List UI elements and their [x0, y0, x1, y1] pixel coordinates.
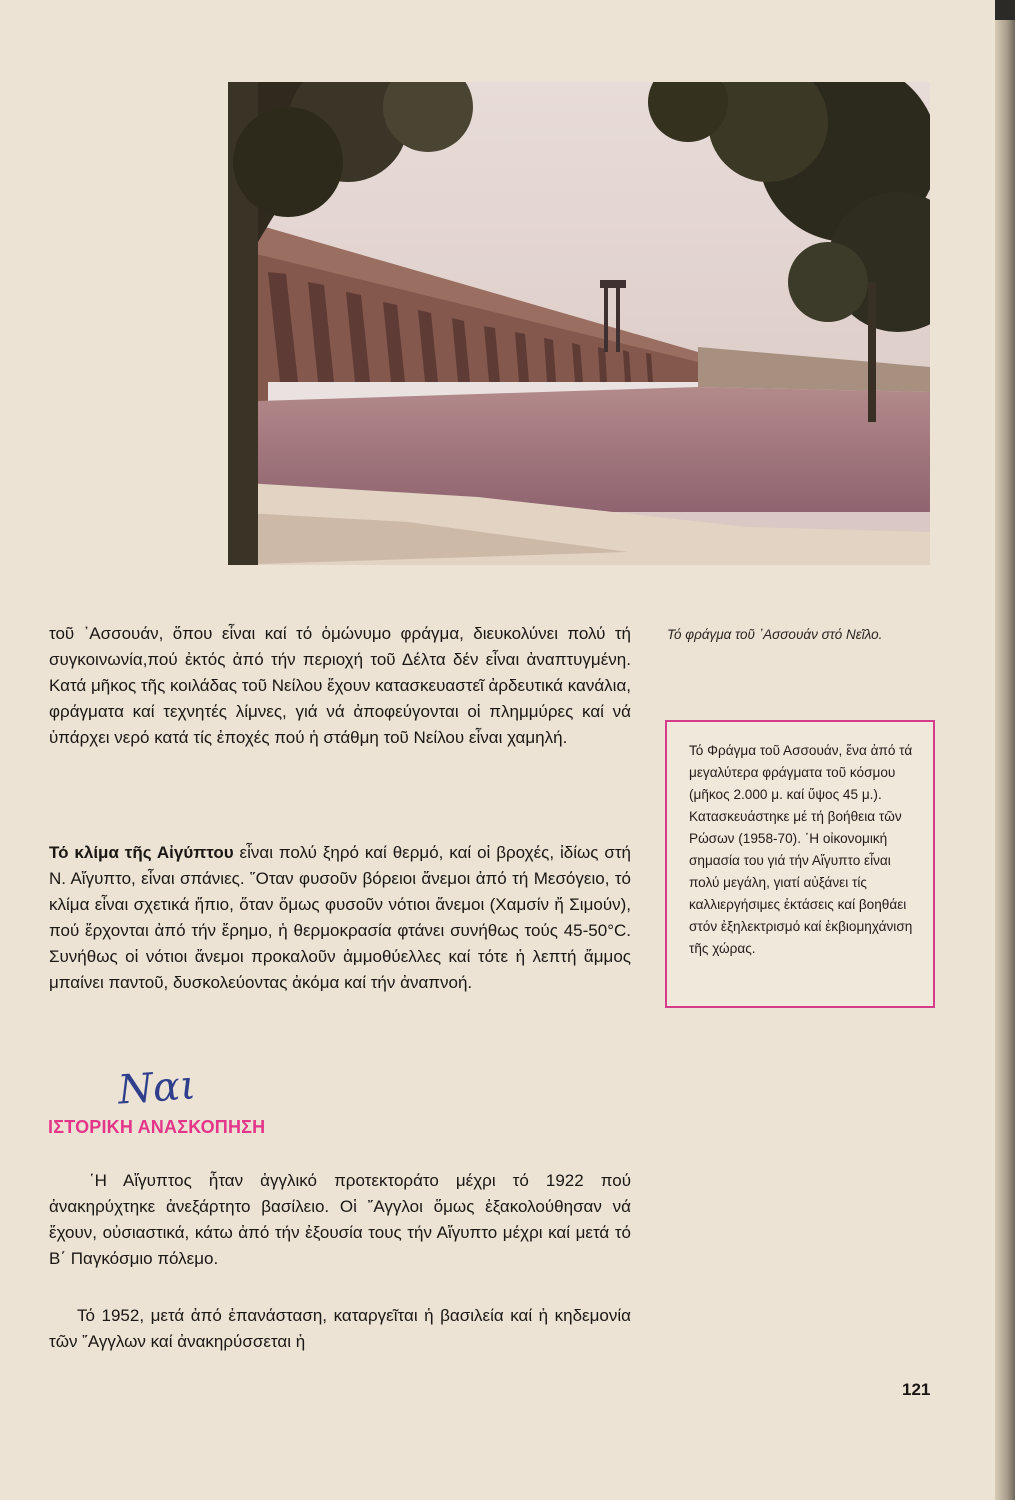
page-number: 121: [902, 1380, 931, 1399]
aswan-dam-photo: [228, 82, 930, 565]
climate-lead: Τό κλίμα τῆς Αἰγύπτου: [49, 843, 234, 862]
paragraph-climate: [49, 840, 631, 996]
page-edge: [995, 0, 1015, 1500]
photo-caption: Τό φράγμα τοῦ ᾽Ασσουάν στό Νεῖλο.: [667, 627, 883, 642]
paragraph-history: ῾Η Αἴγυπτος ἦταν ἀγγλικό προτεκτοράτο μέχρι τό 1922 πού ἀνακηρύχτηκε ἀνεξάρτητο βασίλειο. Οἱ ῎Αγγλοι ὅμως ἐξακολούθησαν νά ἔχουν, οὐσιαστικά, κάτω ἀπό τήν ἐξουσία τους τήν Αἴγυπτο μέχρι καί μετά τό Β΄ Παγκόσμιο πόλεμο.: [49, 1171, 631, 1268]
climate-text: εἶναι πολύ ξηρό καί θερμό, καί οἱ βροχές, ἰδίως στή Ν. Αἴγυπτο, εἶναι σπάνιες. ῞Οταν φυσοῦν βόρειοι ἄνεμοι ἀπό τή Μεσόγειο, τό κλίμα εἶναι σχετικά ἤπιο, ὅταν ὅμως φυσοῦν νότιοι ἄνεμοι (Χαμσίν ἤ Σιμούν), πού ἔρχονται ἀπό τήν ἔρημο, ἡ θερμοκρασία φτάνει συνήθως τούς 45-50°C. Συνήθως οἱ νότιοι ἄνεμοι προκαλοῦν ἀμμοθύελλες καί τότε ἡ λεπτή ἄμμος μπαίνει παντοῦ, δυσκολεύοντας ἀκόμα καί τήν ἀναπνοή.: [49, 843, 632, 992]
info-box-text: Τό Φράγμα τοῦ Ασσουάν, ἕνα ἀπό τά μεγαλύτερα φράγματα τοῦ κόσμου (μῆκος 2.000 μ. καί ὕψος 45 μ.). Κατασκευάστηκε μέ τή βοήθεια τῶν Ρώσων (1958-70). ῾Η οἰκονομική σημασία του γιά τήν Αἴγυπτο εἶναι πολύ μεγάλη, γιατί αὐξάνει τίς καλλιεργήσιμες ἐκτάσεις καί βοηθάει στόν ἐξηλεκτρισμό καί ἐκβιομηχάνιση τῆς χώρας.: [689, 743, 913, 956]
dam-illustration: [228, 82, 930, 565]
info-box: [665, 720, 935, 1008]
paragraph-revolution: Τό 1952, μετά ἀπό ἐπανάσταση, καταργεῖται ἡ βασιλεία καί ἡ κηδεμονία τῶν ῎Αγγλων καί ἀνακηρύσσεται ἡ: [49, 1306, 631, 1351]
page-corner: [995, 0, 1015, 20]
paragraph-nile-infrastructure: τοῦ ᾽Ασσουάν, ὅπου εἶναι καί τό ὁμώνυμο φράγμα, διευκολύνει πολύ τή συγκοινωνία,πού ἐκτός ἀπό τήν περιοχή τοῦ Δέλτα δέν εἶναι ἀναπτυγμένη. Κατά μῆκος τῆς κοιλάδας τοῦ Νείλου ἔχουν κατασκευαστεῖ ἀρδευτικά κανάλια, φράγματα καί τεχνητές λίμνες, γιά νά ἀποφεύγονται οἱ πλημμύρες καί νά ὑπάρχει νερό κατά τίς ἐποχές πού ἡ στάθμη τοῦ Νείλου εἶναι χαμηλή.: [49, 624, 631, 747]
section-heading: ΙΣΤΟΡΙΚΗ ΑΝΑΣΚΟΠΗΣΗ: [48, 1117, 266, 1137]
handwritten-note: Ναι: [116, 1062, 198, 1114]
